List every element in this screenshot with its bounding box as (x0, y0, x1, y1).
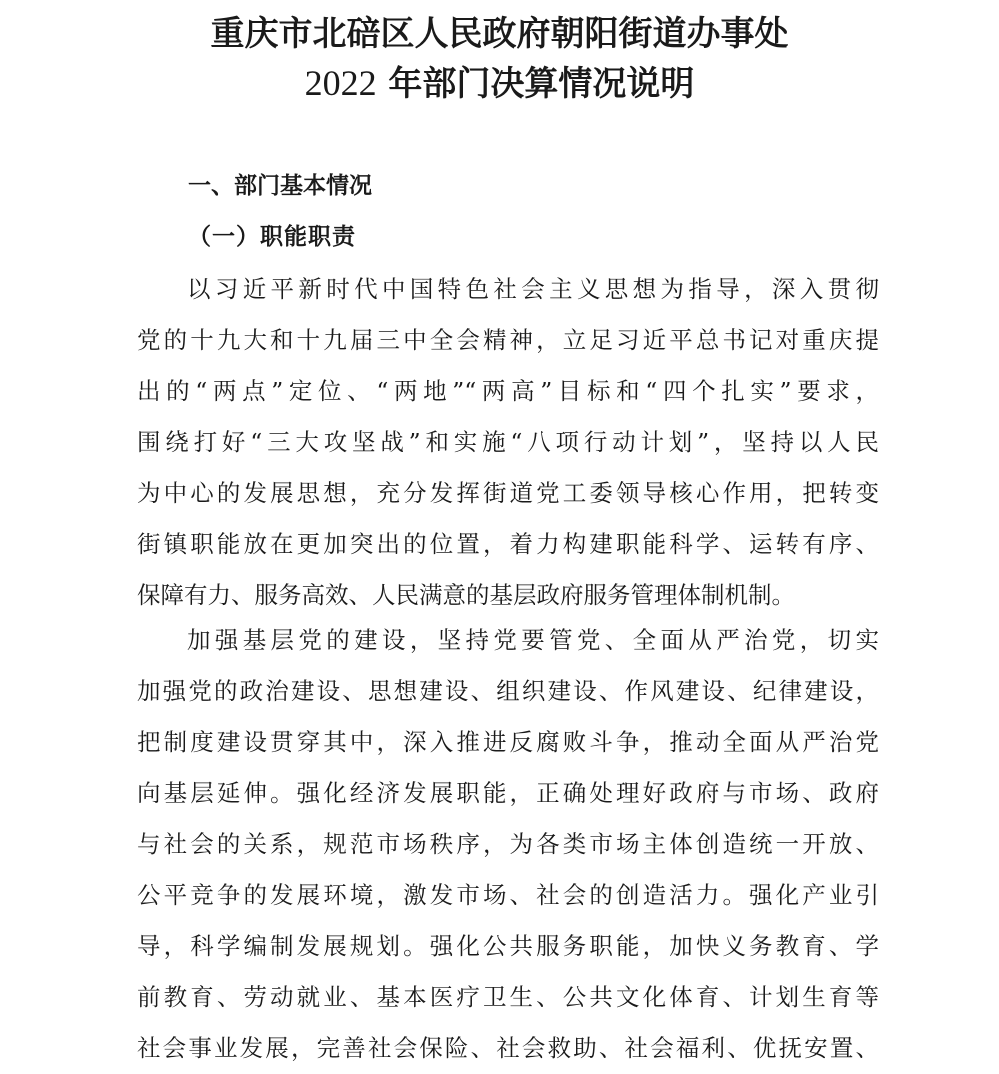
title-year: 2022 (304, 63, 377, 103)
paragraph-line: 保障有力、服务高效、人民满意的基层政府服务管理体制机制。 (137, 581, 795, 609)
section-heading: 一、部门基本情况 (188, 173, 372, 199)
paragraph-line: 为中心的发展思想，充分发挥街道党工委领导核心作用，把转变 (137, 479, 879, 507)
paragraph-party-building (137, 615, 879, 1074)
paragraph-line: 以习近平新时代中国特色社会主义思想为指导，深入贯彻 (187, 275, 879, 303)
paragraph-line: 党的十九大和十九届三中全会精神，立足习近平总书记对重庆提 (137, 326, 879, 354)
paragraph-line: 加强基层党的建设，坚持党要管党、全面从严治党，切实 (187, 626, 879, 654)
title-rest: 年部门决算情况说明 (376, 64, 695, 104)
paragraph-line: 向基层延伸。强化经济发展职能，正确处理好政府与市场、政府 (137, 779, 879, 807)
paragraph-line: 前教育、劳动就业、基本医疗卫生、公共文化体育、计划生育等 (137, 983, 879, 1011)
paragraph-line: 围绕打好“三大攻坚战”和实施“八项行动计划”，坚持以人民 (137, 428, 879, 456)
paragraph-line: 街镇职能放在更加突出的位置，着力构建职能科学、运转有序、 (137, 530, 879, 558)
paragraph-line: 出的“两点”定位、“两地”“两高”目标和“四个扎实”要求， (137, 377, 879, 405)
document-title-line-1: 重庆市北碚区人民政府朝阳街道办事处 (210, 14, 789, 54)
paragraph-functions (137, 264, 879, 621)
paragraph-line: 导，科学编制发展规划。强化公共服务职能，加快义务教育、学 (137, 932, 879, 960)
paragraph-line: 加强党的政治建设、思想建设、组织建设、作风建设、纪律建设， (137, 677, 879, 705)
document-title-line-2 (0, 63, 999, 104)
paragraph-line: 社会事业发展，完善社会保险、社会救助、社会福利、优抚安置、 (137, 1034, 879, 1062)
subsection-heading: （一）职能职责 (188, 223, 356, 250)
paragraph-line: 把制度建设贯穿其中，深入推进反腐败斗争，推动全面从严治党 (137, 728, 879, 756)
paragraph-line: 公平竞争的发展环境，激发市场、社会的创造活力。强化产业引 (137, 881, 879, 909)
paragraph-line: 与社会的关系，规范市场秩序，为各类市场主体创造统一开放、 (137, 830, 879, 858)
